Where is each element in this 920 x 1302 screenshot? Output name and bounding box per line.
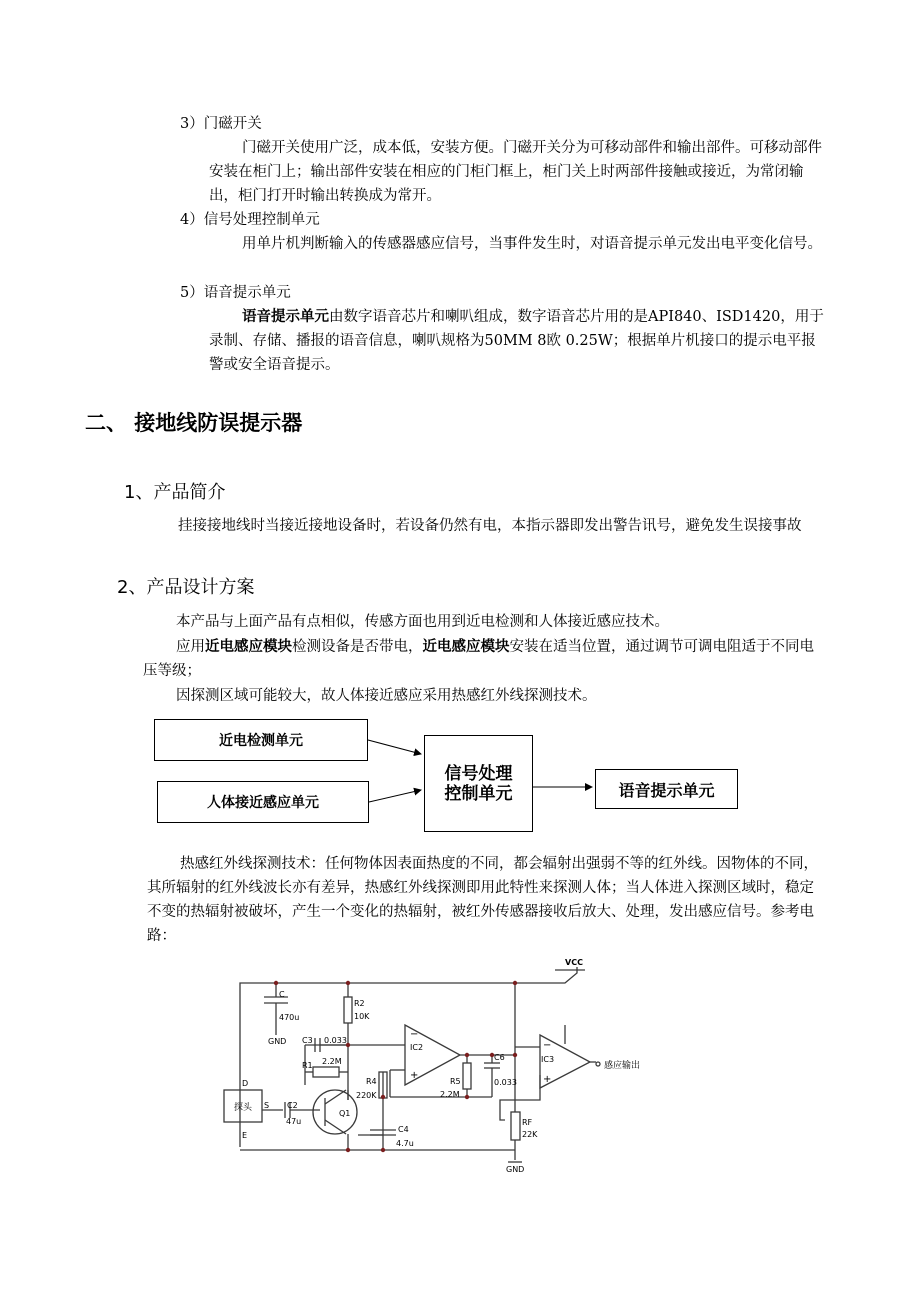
r2-resistor (344, 997, 352, 1023)
r5-value: 2.2M (440, 1090, 460, 1099)
ic2-minus: − (410, 1029, 419, 1040)
item3-title: 3）门磁开关 (180, 116, 262, 132)
section2-title: 二、 接地线防误提示器 (85, 411, 303, 435)
gnd-bottom-label: GND (506, 1165, 525, 1174)
c1-value: 470u (279, 1013, 300, 1022)
p2-text-d: 安装在适当位置，通过调节可调电阻适于不同电压等级； (143, 639, 814, 679)
p2-bold-1: 近电感应模块 (205, 638, 292, 655)
ic3-minus: − (543, 1040, 552, 1051)
ic3-label: IC3 (541, 1055, 555, 1064)
box3-line2: 控制单元 (444, 783, 513, 804)
item5-text: 由数字语音芯片和喇叭组成，数字语音芯片用的是API840、ISD1420，用于录制、存储、播报的语音信息，喇叭规格为50MM 8欧 0.25W；根据单片机接口的提示电平报警或安全语音提示。 (209, 309, 824, 373)
probe-label: 探头 (234, 1103, 253, 1113)
r1-resistor (313, 1067, 339, 1077)
pin-e-label: E (242, 1131, 248, 1140)
r4-value: 220K (356, 1091, 377, 1100)
c6-label: C6 (494, 1053, 505, 1062)
rf-resistor (511, 1112, 520, 1140)
c3-value: 0.033 (324, 1036, 347, 1045)
c1-label: C (279, 990, 285, 999)
sub2-para4: 热感红外线探测技术：任何物体因表面热度的不同，都会辐射出强弱不等的红外线。因物体的不同，其所辐射的红外线波长亦有差异，热感红外线探测即用此特性来探测人体；当人体进入探测区域时，稳定不变的热辐射被破坏，产生一个变化的热辐射，被红外传感器接收后放大、处理，发出感应信号。参考电路： (147, 856, 818, 944)
sub2-title: 2、产品设计方案 (117, 577, 255, 598)
gnd-left-label: GND (268, 1037, 287, 1046)
c3-label: C3 (302, 1036, 313, 1045)
p2-text-a: 应用 (176, 639, 205, 655)
sub2-para3: 因探测区域可能较大，故人体接近感应采用热感红外线探测技术。 (176, 688, 597, 704)
box-human-proximity: 人体接近感应单元 (157, 781, 369, 823)
ic2-label: IC2 (410, 1043, 424, 1052)
box-voice-prompt: 语音提示单元 (595, 769, 738, 809)
c6-value: 0.033 (494, 1078, 517, 1087)
r5-label: R5 (450, 1077, 461, 1086)
sub1-title: 1、产品简介 (124, 482, 226, 503)
ic3-plus: + (543, 1074, 552, 1085)
pin-d-label: D (242, 1079, 249, 1088)
output-label: 感应输出 (604, 1061, 641, 1071)
sub2-para1: 本产品与上面产品有点相似，传感方面也用到近电检测和人体接近感应技术。 (176, 614, 669, 630)
item5-bold-term: 语音提示单元 (242, 308, 329, 325)
vcc-label: VCC (565, 958, 583, 967)
rf-label: RF (522, 1118, 533, 1127)
r2-value: 10K (354, 1012, 370, 1021)
c2-label: C2 (287, 1101, 298, 1110)
p2-text-c: 检测设备是否带电， (292, 639, 423, 655)
q1-label: Q1 (339, 1109, 351, 1118)
c2-value: 47u (286, 1117, 302, 1126)
pin-s-label: S (264, 1101, 270, 1110)
item4-text: 用单片机判断输入的传感器感应信号，当事件发生时，对语音提示单元发出电平变化信号。 (242, 236, 822, 252)
sub1-text: 挂接接地线时当接近接地设备时，若设备仍然有电，本指示器即发出警告讯号，避免发生误接事故 (178, 518, 802, 534)
r4-label: R4 (366, 1077, 377, 1086)
r5-resistor (463, 1063, 471, 1089)
item5-title: 5）语音提示单元 (180, 285, 291, 301)
c4-value: 4.7u (396, 1139, 414, 1148)
r1-label: R1 (302, 1061, 313, 1070)
item4-title: 4）信号处理控制单元 (180, 212, 320, 228)
r2-label: R2 (354, 999, 365, 1008)
r1-value: 2.2M (322, 1057, 342, 1066)
rf-value: 22K (522, 1130, 538, 1139)
box3-line1: 信号处理 (444, 763, 513, 784)
c4-label: C4 (398, 1125, 409, 1134)
box-near-voltage-detect: 近电检测单元 (154, 719, 368, 761)
p2-bold-2: 近电感应模块 (422, 638, 510, 655)
ic2-plus: + (410, 1070, 419, 1081)
item3-text: 门磁开关使用广泛，成本低，安装方便。门磁开关分为可移动部件和输出部件。可移动部件安装在柜门上；输出部件安装在相应的门柜门框上，柜门关上时两部件接触或接近，为常闭输出，柜门打开时输出转换成为常开。 (209, 140, 822, 204)
